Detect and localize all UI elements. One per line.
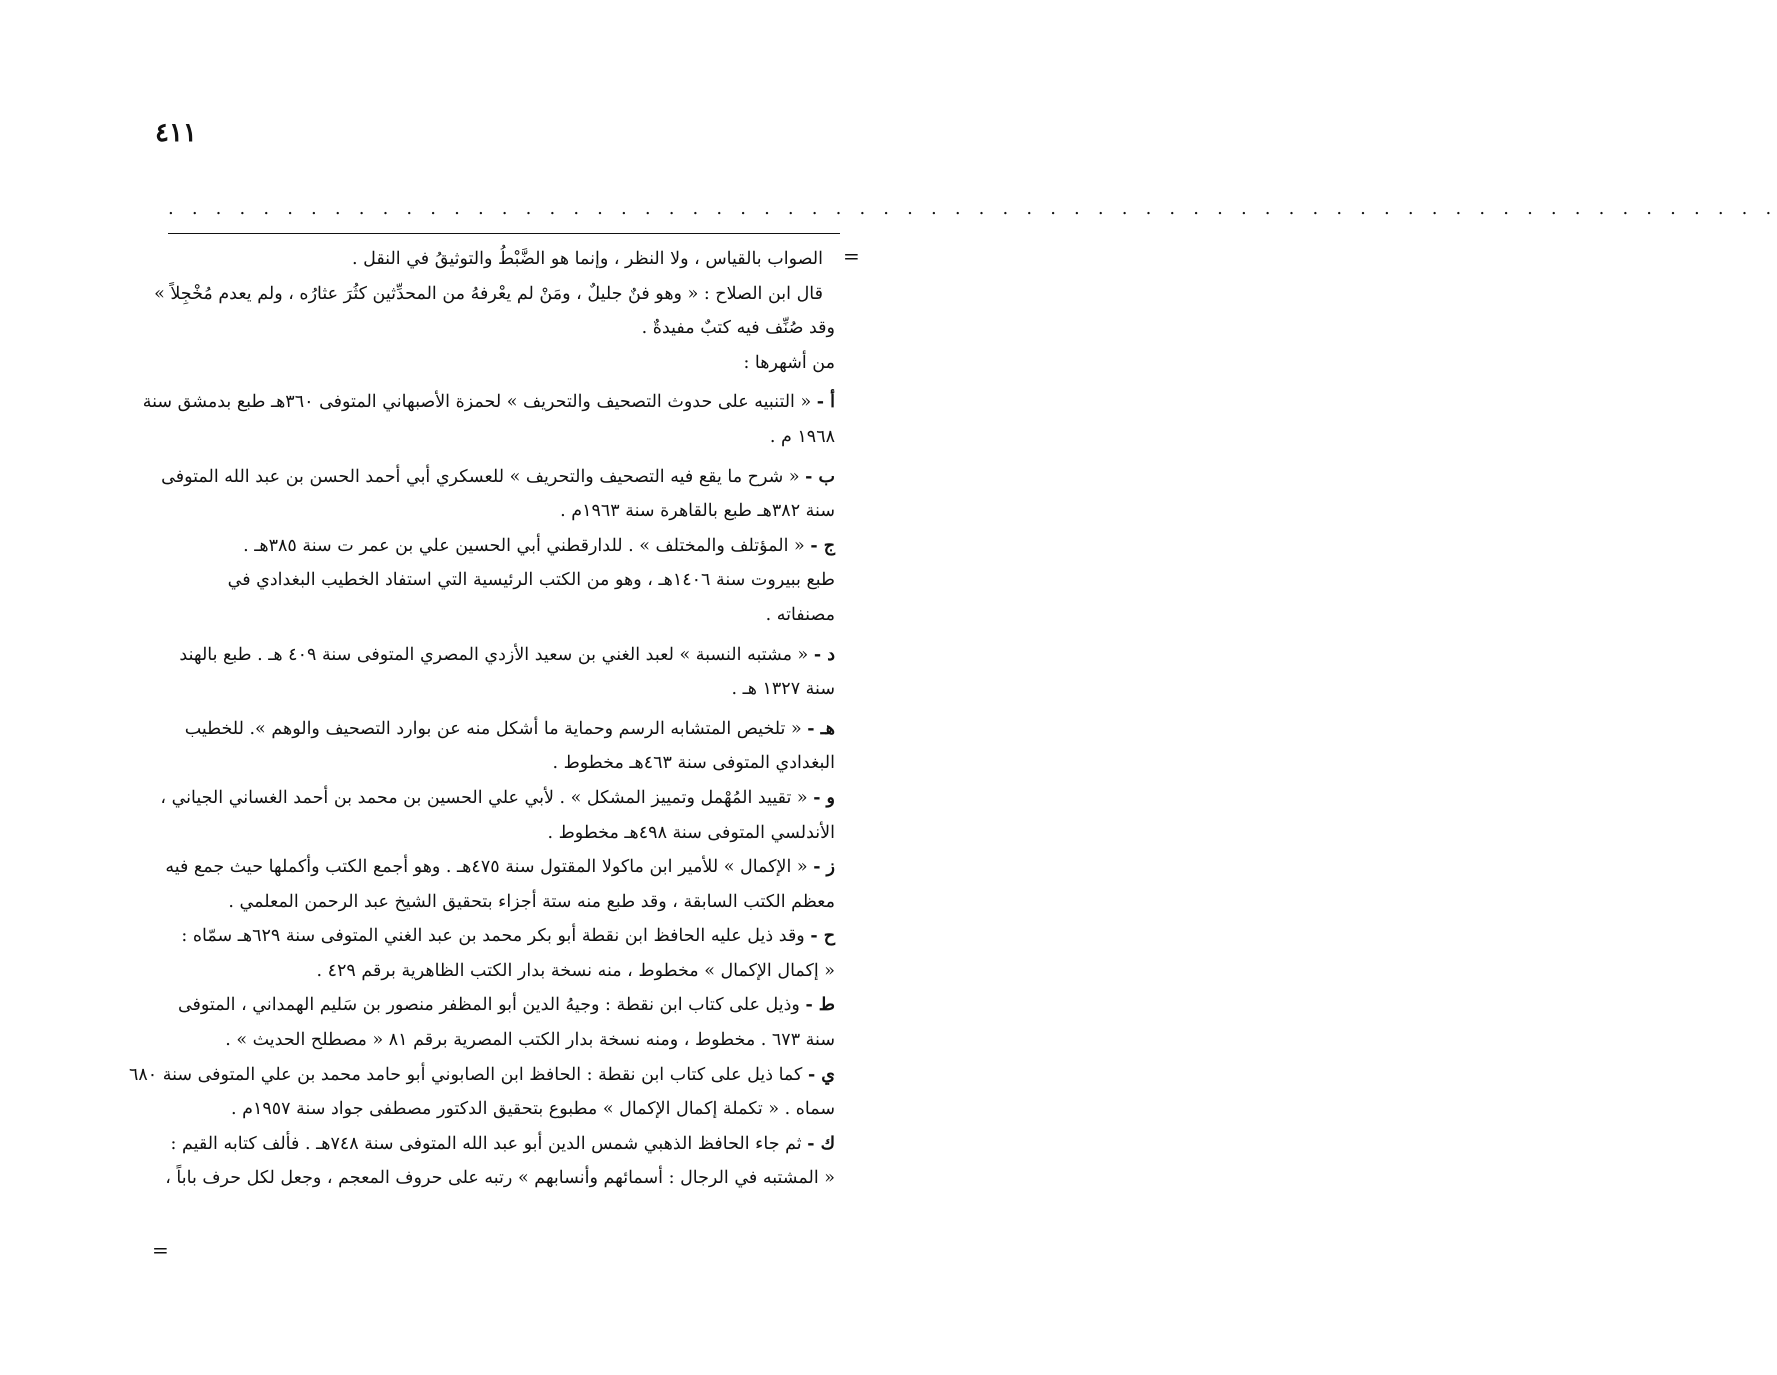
text-line: الصواب بالقياس ، ولا النظر ، وإنما هو الضَّبْطُ والتوثيقُ في النقل . (351, 249, 823, 269)
list-item-ha: هـ - « تلخيص المتشابه الرسم وحماية ما أشكل منه عن بوارد التصحيف والوهم ». للخطيب (184, 718, 835, 739)
text-line: « المشتبه في الرجال : أسمائهم وأنسابهم » رتبه على حروف المعجم ، وجعل لكل حرف باباً ، (165, 1168, 835, 1189)
text-line: مصنفاته . (765, 604, 835, 625)
text-line: « إكمال الإكمال » مخطوط ، منه نسخة بدار الكتب الظاهرية برقم ٤٢٩ . (316, 960, 835, 981)
list-item-jim: ج - « المؤتلف والمختلف » . للدارقطني أبي الحسين علي بن عمر ت سنة ٣٨٥هـ . (243, 535, 835, 556)
text-line: قال ابن الصلاح : « وهو فنٌ جليلٌ ، ومَنْ لم يعْرفهُ من المحدِّثين كثُرَ عثارُه ، ولم يعدم مُخْجِلاً » (154, 283, 823, 304)
page-number: ٤١١ (155, 118, 197, 148)
list-item-kaf: ك - ثم جاء الحافظ الذهبي شمس الدين أبو عبد الله المتوفى سنة ٧٤٨هـ . فألف كتابه القيم : (170, 1133, 835, 1154)
text-line: طبع ببيروت سنة ١٤٠٦هـ ، وهو من الكتب الرئيسية التي استفاد الخطيب البغدادي في (227, 570, 835, 591)
list-item-zay: ز - « الإكمال » للأمير ابن ماكولا المقتول سنة ٤٧٥هـ . وهو أجمع الكتب وأكملها حيث جمع فيه (165, 857, 835, 878)
text-line: من أشهرها : (743, 352, 835, 373)
text-line: الأندلسي المتوفى سنة ٤٩٨هـ مخطوط . (547, 822, 835, 843)
list-item-ta: ط - وذيل على كتاب ابن نقطة : وجيهُ الدين أبو المظفر منصور بن سَليم الهمداني ، المتوفى (177, 995, 835, 1016)
continuation-mark-start: = (843, 244, 860, 268)
list-item-ba: ب - « شرح ما يقع فيه التصحيف والتحريف » للعسكري أبي أحمد الحسن بن عبد الله المتوفى (161, 466, 835, 487)
text-line: وقد صُنِّف فيه كتبٌ مفيدةٌ . (641, 318, 835, 339)
text-line: معظم الكتب السابقة ، وقد طبع منه ستة أجزاء بتحقيق الشيخ عبد الرحمن المعلمي . (228, 891, 835, 912)
text-line: ١٩٦٨ م . (769, 426, 835, 447)
list-item-waw: و - « تقييد المُهْمل وتمييز المشكل » . لأبي علي الحسين بن محمد بن أحمد الغساني الجياني ، (160, 787, 835, 808)
text-line: سنة ٣٨٢هـ طبع بالقاهرة سنة ١٩٦٣م . (560, 501, 835, 522)
footnote-rule (168, 233, 840, 234)
list-item-alif: أ - « التنبيه على حدوث التصحيف والتحريف » لحمزة الأصبهاني المتوفى ٣٦٠هـ طبع بدمشق سنة (142, 392, 835, 413)
dotted-separator: . . . . . . . . . . . . . . . . . . . . . . . . . . . . . . . . . . . . . . . . . . . . . . . . . . . . . . . . . . . . . . . . . . . . (168, 198, 1777, 219)
text-line: سنة ٦٧٣ . مخطوط ، ومنه نسخة بدار الكتب المصرية برقم ٨١ « مصطلح الحديث » . (225, 1030, 835, 1051)
list-item-ha2: ح - وقد ذيل عليه الحافظ ابن نقطة أبو بكر محمد بن عبد الغني المتوفى سنة ٦٢٩هـ سمّاه : (181, 926, 835, 947)
list-item-dal: د - « مشتبه النسبة » لعبد الغني بن سعيد الأزدي المصري المتوفى سنة ٤٠٩ هـ . طبع بالهند (179, 644, 835, 665)
continuation-mark-end: = (152, 1238, 169, 1262)
list-item-ya: ي - كما ذيل على كتاب ابن نقطة : الحافظ ابن الصابوني أبو حامد محمد بن علي المتوفى سنة ٦٨٠ (128, 1064, 835, 1085)
text-line: سماه . « تكملة إكمال الإكمال » مطبوع بتحقيق الدكتور مصطفى جواد سنة ١٩٥٧م . (230, 1099, 835, 1120)
footnote-text (128, 242, 835, 1196)
text-line: البغدادي المتوفى سنة ٤٦٣هـ مخطوط . (552, 753, 835, 774)
text-line: سنة ١٣٢٧ هـ . (731, 679, 835, 700)
